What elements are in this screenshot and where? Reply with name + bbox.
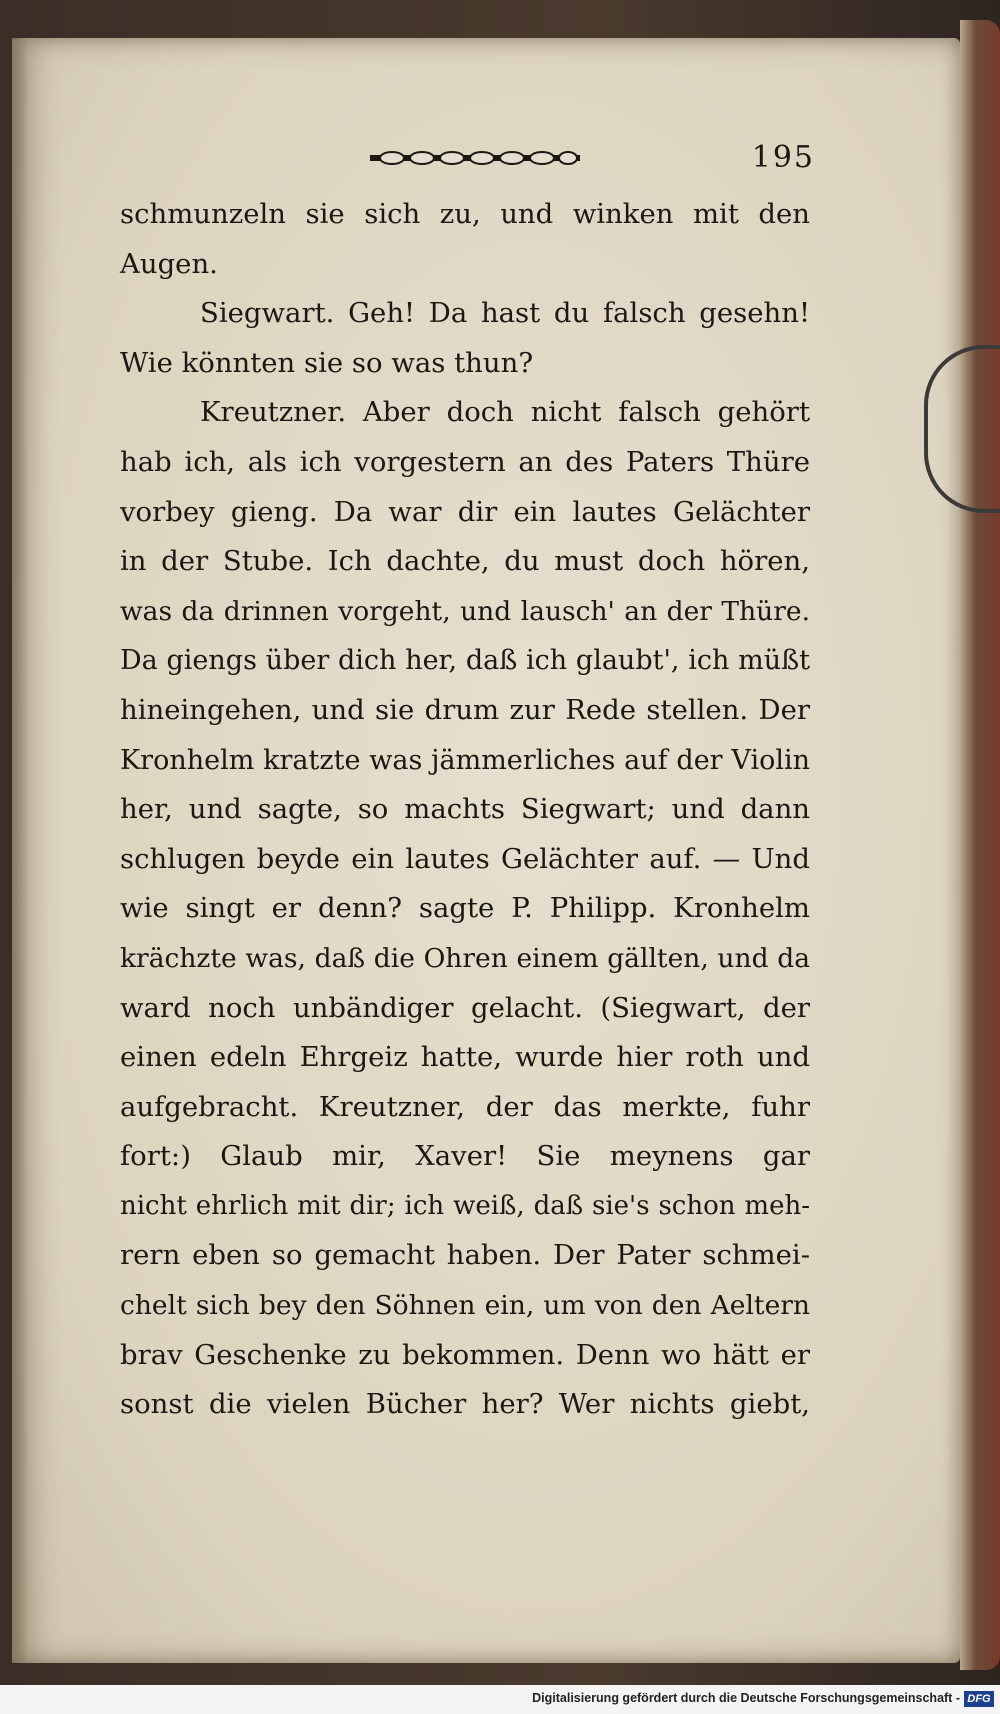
- ornament-divider: [370, 148, 580, 168]
- text-line: Augen.: [120, 247, 218, 280]
- digitization-footer: [0, 1685, 1000, 1714]
- text-line: aufgebracht. Kreutzner, der das merkte, fuhr: [120, 1090, 810, 1123]
- funding-credit: Digitalisierung gefördert durch die Deutsche Forschungsgemeinschaft -: [532, 1691, 960, 1705]
- text-line: schlugen beyde ein lautes Gelächter auf. — Und: [120, 842, 810, 875]
- text-line: Wie könnten sie so was thun?: [120, 346, 534, 379]
- body-text: [120, 190, 810, 1430]
- book-cover-edge: [960, 20, 1000, 1670]
- text-line: in der Stube. Ich dachte, du must doch hören,: [120, 545, 810, 578]
- text-line: rern eben so gemacht haben. Der Pater schmei-: [120, 1239, 810, 1272]
- text-line: chelt sich bey den Söhnen ein, um von den Aeltern: [120, 1290, 810, 1322]
- text-line: was da drinnen vorgeht, und lausch' an der Thüre.: [120, 595, 810, 627]
- text-line: sonst die vielen Bücher her? Wer nichts giebt,: [120, 1388, 810, 1421]
- text-line: Da giengs über dich her, daß ich glaubt', ich müßt: [120, 645, 810, 677]
- text-line: krächzte was, daß die Ohren einem gällten, und da: [120, 942, 810, 974]
- text-line: hab ich, als ich vorgestern an des Paters Thüre: [120, 445, 810, 478]
- text-line: her, und sagte, so machts Siegwart; und dann: [120, 793, 810, 826]
- text-line: einen edeln Ehrgeiz hatte, wurde hier roth und: [120, 1041, 810, 1074]
- text-line: Siegwart. Geh! Da hast du falsch gesehn!: [200, 297, 810, 330]
- text-line: hineingehen, und sie drum zur Rede stellen. Der: [120, 693, 810, 726]
- text-line: nicht ehrlich mit dir; ich weiß, daß sie's schon meh-: [120, 1190, 810, 1221]
- text-line: brav Geschenke zu bekommen. Denn wo hätt er: [120, 1338, 810, 1371]
- text-line: Kreutzner. Aber doch nicht falsch gehört: [200, 396, 810, 429]
- page-header: [120, 140, 815, 184]
- page-gutter-shadow: [12, 38, 28, 1663]
- text-line: ward noch unbändiger gelacht. (Siegwart, der: [120, 991, 810, 1024]
- text-line: vorbey gieng. Da war dir ein lautes Gelächter: [120, 495, 810, 528]
- text-line: fort:) Glaub mir, Xaver! Sie meynens gar: [120, 1140, 810, 1173]
- book-clasp: [924, 345, 1000, 513]
- page-number: 195: [751, 140, 815, 175]
- text-line: wie singt er denn? sagte P. Philipp. Kronhelm: [120, 892, 810, 925]
- dfg-logo: DFG: [964, 1691, 994, 1707]
- text-line: schmunzeln sie sich zu, und winken mit den: [120, 198, 810, 230]
- text-line: Kronhelm kratzte was jämmerliches auf der Violin: [120, 744, 810, 776]
